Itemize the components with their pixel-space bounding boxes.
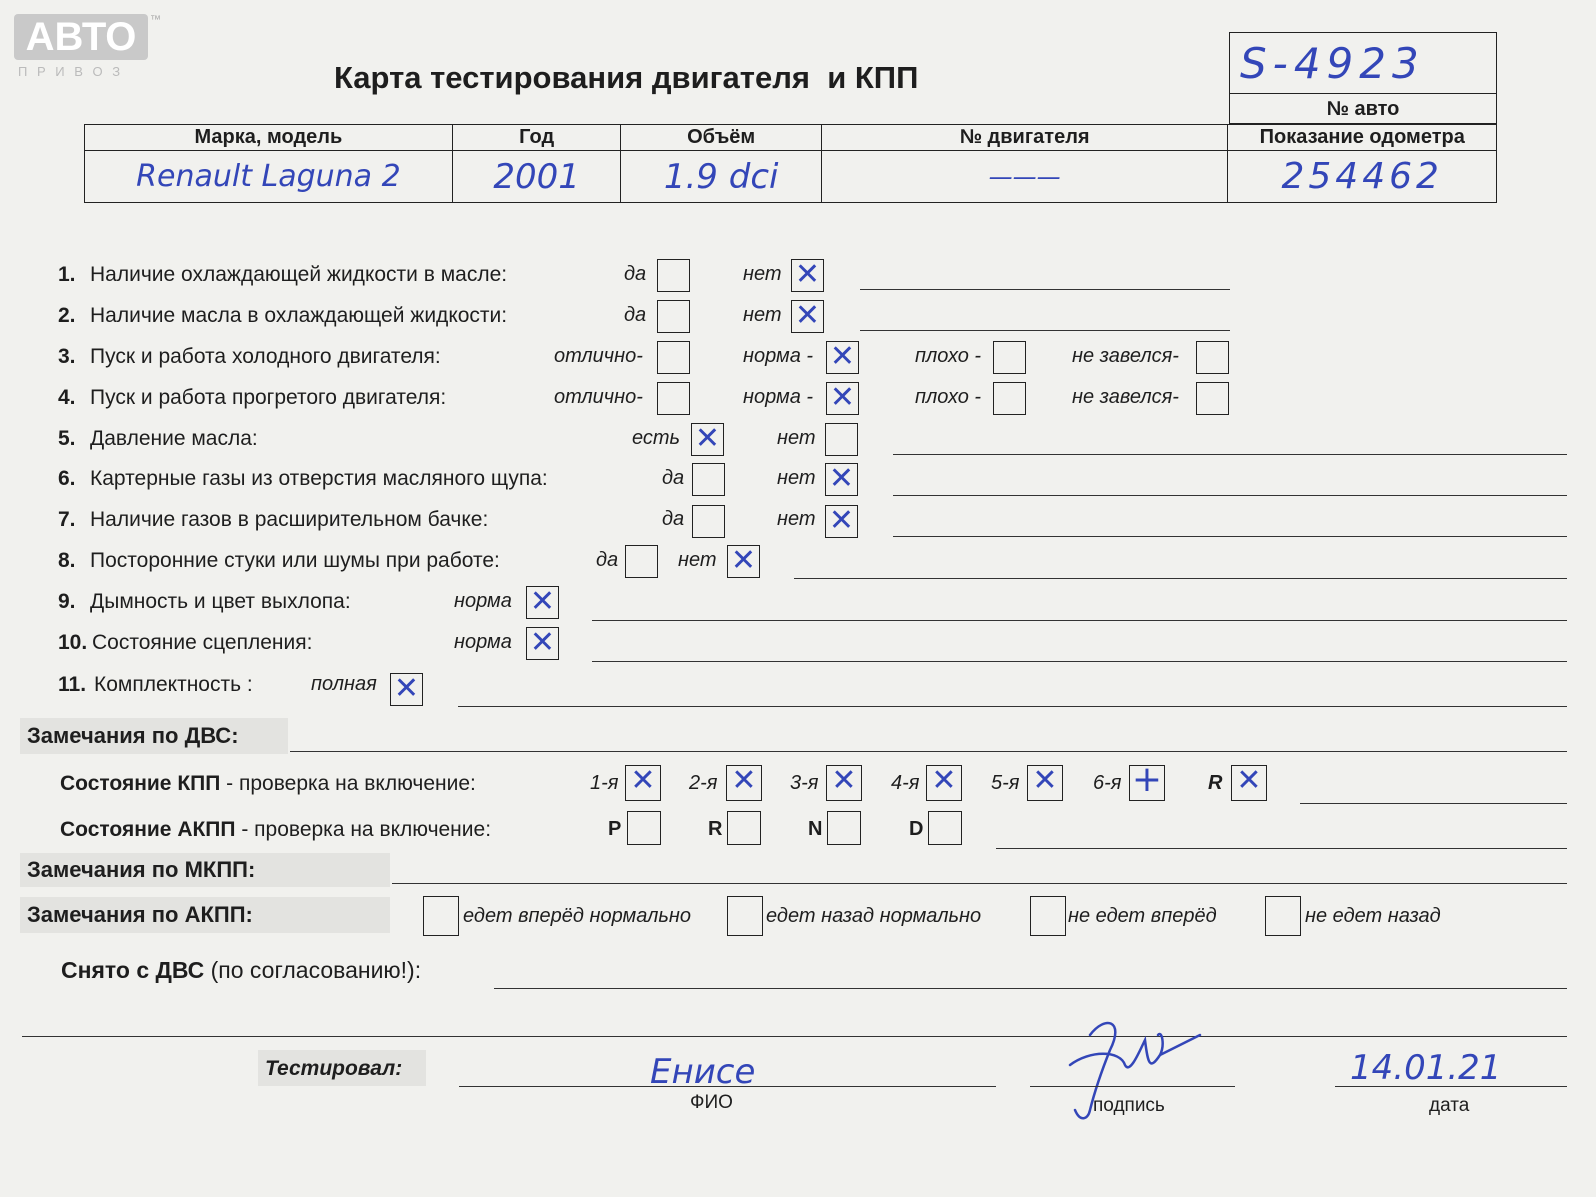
q11-checkbox-polnaya[interactable] — [390, 673, 423, 706]
akpp-mode-r-checkbox[interactable] — [727, 811, 761, 845]
akpp-mode-p-label: P — [608, 818, 622, 840]
akpp-label: Состояние АКПП - проверка на включение: — [60, 818, 492, 841]
question-3-text: Пуск и работа холодного двигателя: — [90, 345, 441, 368]
question-6-number: 6. — [58, 467, 76, 490]
car-number-label: № авто — [1326, 98, 1400, 120]
question-9-text: Дымность и цвет выхлопа: — [90, 590, 351, 613]
q8-option-net: нет — [678, 549, 717, 571]
page-title: Карта тестирования двигателя и КПП — [334, 60, 919, 95]
kpp-gear-5-label: 5-я — [991, 772, 1020, 794]
q5-comment-line[interactable] — [893, 454, 1567, 455]
car-number-value: S-4923 — [1240, 39, 1425, 88]
question-3-number: 3. — [58, 345, 76, 368]
removed-from-dvs-line[interactable] — [494, 988, 1567, 989]
fio-label: ФИО — [690, 1092, 733, 1113]
q3-checkbox-otlichno[interactable] — [657, 341, 690, 374]
q8-comment-line[interactable] — [794, 578, 1567, 579]
q7-option-net: нет — [777, 508, 816, 530]
vehicle-info-table — [84, 124, 1497, 203]
q10-option-norma: норма — [454, 631, 512, 653]
q6-checkbox-da[interactable] — [692, 463, 725, 496]
q6-comment-line[interactable] — [893, 495, 1567, 496]
question-9-number: 9. — [58, 590, 76, 613]
akpp-remark-no-backward-label: не едет назад — [1305, 905, 1441, 927]
kpp-gear-3-label: 3-я — [790, 772, 819, 794]
akpp-comment-line[interactable] — [996, 848, 1567, 849]
kpp-gear-5-checkbox[interactable] — [1027, 765, 1063, 801]
question-7-text: Наличие газов в расширительном бачке: — [90, 508, 489, 531]
q7-checkbox-da[interactable] — [692, 505, 725, 538]
date-value: 14.01.21 — [1350, 1048, 1502, 1088]
q1-option-da: да — [624, 263, 647, 285]
q2-comment-line[interactable] — [860, 330, 1230, 331]
kpp-comment-line[interactable] — [1300, 803, 1567, 804]
kpp-gear-6-checkbox[interactable] — [1129, 765, 1165, 801]
q9-checkbox-norma[interactable] — [526, 586, 559, 619]
fio-line[interactable] — [459, 1086, 996, 1087]
logo-tm: ™ — [150, 14, 161, 26]
kpp-gear-r-label: R — [1208, 772, 1223, 794]
q2-option-da: да — [624, 304, 647, 326]
q7-comment-line[interactable] — [893, 536, 1567, 537]
q4-checkbox-norma[interactable] — [826, 382, 859, 415]
header-engine-no: № двигателя — [821, 125, 1228, 151]
remarks-mkpp-line[interactable] — [392, 883, 1567, 884]
akpp-remark-no-forward-checkbox[interactable] — [1030, 896, 1066, 936]
value-engine-no: ——— — [821, 151, 1228, 203]
kpp-gear-1-checkbox[interactable] — [625, 765, 661, 801]
header-volume: Объём — [621, 125, 821, 151]
kpp-gear-1-label: 1-я — [590, 772, 619, 794]
akpp-mode-r-label: R — [708, 818, 723, 840]
question-7-number: 7. — [58, 508, 76, 531]
question-8-text: Посторонние стуки или шумы при работе: — [90, 549, 500, 572]
q10-checkbox-norma[interactable] — [526, 627, 559, 660]
q3-option-ne-zavelsya: не завелся- — [1072, 345, 1179, 367]
q3-option-ploho: плохо - — [915, 345, 982, 367]
q8-checkbox-da[interactable] — [625, 545, 658, 578]
q2-checkbox-da[interactable] — [657, 300, 690, 333]
q3-option-otlichno: отлично- — [554, 345, 643, 367]
akpp-remark-no-backward-checkbox[interactable] — [1265, 896, 1301, 936]
q8-checkbox-net[interactable] — [727, 545, 760, 578]
question-1-text: Наличие охлаждающей жидкости в масле: — [90, 263, 508, 286]
q4-checkbox-ploho[interactable] — [993, 382, 1026, 415]
removed-from-dvs-line-2[interactable] — [22, 1036, 1567, 1037]
question-8-number: 8. — [58, 549, 76, 572]
header-make-model: Марка, модель — [85, 125, 453, 151]
q10-comment-line[interactable] — [592, 661, 1567, 662]
q7-checkbox-net[interactable] — [825, 505, 858, 538]
kpp-label: Состояние КПП - проверка на включение: — [60, 772, 476, 795]
akpp-remark-no-forward-label: не едет вперёд — [1068, 905, 1217, 927]
q3-checkbox-norma[interactable] — [826, 341, 859, 374]
question-4-text: Пуск и работа прогретого двигателя: — [90, 386, 447, 409]
akpp-remark-forward-ok-checkbox[interactable] — [423, 896, 459, 936]
akpp-mode-d-label: D — [909, 818, 924, 840]
logo-subtitle: П Р И В О З — [18, 64, 124, 79]
q4-option-otlichno: отлично- — [554, 386, 643, 408]
removed-from-dvs-label: Снято с ДВС (по согласованию!): — [61, 957, 422, 983]
q4-option-ne-zavelsya: не завелся- — [1072, 386, 1179, 408]
q6-checkbox-net[interactable] — [825, 463, 858, 496]
remarks-mkpp-label: Замечания по МКПП: — [27, 857, 256, 882]
question-6-text: Картерные газы из отверстия масляного щупа: — [90, 467, 548, 490]
q4-option-ploho: плохо - — [915, 386, 982, 408]
question-10-text: Состояние сцепления: — [92, 631, 313, 654]
kpp-gear-4-label: 4-я — [891, 772, 920, 794]
q5-option-net: нет — [777, 427, 816, 449]
q1-checkbox-net[interactable] — [791, 259, 824, 292]
date-label: дата — [1429, 1095, 1470, 1116]
question-2-text: Наличие масла в охлаждающей жидкости: — [90, 304, 508, 327]
value-make-model: Renault Laguna 2 — [85, 151, 453, 203]
question-5-number: 5. — [58, 427, 76, 450]
question-2-number: 2. — [58, 304, 76, 327]
q1-comment-line[interactable] — [860, 289, 1230, 290]
remarks-akpp-label: Замечания по АКПП: — [27, 902, 253, 927]
kpp-gear-2-checkbox[interactable] — [726, 765, 762, 801]
akpp-mode-n-checkbox[interactable] — [827, 811, 861, 845]
akpp-remark-backward-ok-checkbox[interactable] — [727, 896, 763, 936]
kpp-gear-r-checkbox[interactable] — [1231, 765, 1267, 801]
akpp-remark-backward-ok-label: едет назад нормально — [766, 905, 982, 927]
q3-option-norma: норма - — [743, 345, 814, 367]
q4-checkbox-ne-zavelsya[interactable] — [1196, 382, 1229, 415]
question-11-text: Комплектность : — [94, 673, 253, 696]
q3-checkbox-ne-zavelsya[interactable] — [1196, 341, 1229, 374]
value-odometer: 254462 — [1228, 151, 1497, 203]
car-number-box — [1229, 32, 1497, 124]
q4-option-norma: норма - — [743, 386, 814, 408]
signature-line[interactable] — [1030, 1086, 1235, 1087]
q6-option-net: нет — [777, 467, 816, 489]
signature-label: подпись — [1093, 1095, 1165, 1116]
date-line[interactable] — [1335, 1086, 1567, 1087]
kpp-gear-3-checkbox[interactable] — [826, 765, 862, 801]
value-year: 2001 — [452, 151, 621, 203]
question-1-number: 1. — [58, 263, 76, 286]
q8-option-da: да — [596, 549, 619, 571]
q1-option-net: нет — [743, 263, 782, 285]
akpp-remark-forward-ok-label: едет вперёд нормально — [463, 905, 692, 927]
q5-option-est: есть — [632, 427, 681, 449]
remarks-dvs-line[interactable] — [290, 751, 1567, 752]
question-5-text: Давление масла: — [90, 427, 258, 450]
q3-checkbox-ploho[interactable] — [993, 341, 1026, 374]
akpp-mode-d-checkbox[interactable] — [928, 811, 962, 845]
header-odometer: Показание одометра — [1228, 125, 1497, 151]
value-volume: 1.9 dci — [621, 151, 821, 203]
q1-checkbox-da[interactable] — [657, 259, 690, 292]
q4-checkbox-otlichno[interactable] — [657, 382, 690, 415]
remarks-dvs-label: Замечания по ДВС: — [27, 723, 239, 748]
q11-comment-line[interactable] — [458, 706, 1567, 707]
q6-option-da: да — [662, 467, 685, 489]
q2-checkbox-net[interactable] — [791, 300, 824, 333]
akpp-mode-p-checkbox[interactable] — [627, 811, 661, 845]
header-year: Год — [452, 125, 621, 151]
kpp-gear-2-label: 2-я — [689, 772, 718, 794]
tested-by-label: Тестировал: — [265, 1057, 403, 1080]
q11-option-polnaya: полная — [311, 673, 377, 695]
kpp-gear-6-label: 6-я — [1093, 772, 1122, 794]
q9-comment-line[interactable] — [592, 620, 1567, 621]
q7-option-da: да — [662, 508, 685, 530]
question-11-number: 11. — [58, 673, 87, 696]
fio-value: Енисе — [650, 1052, 756, 1092]
kpp-gear-4-checkbox[interactable] — [926, 765, 962, 801]
logo — [14, 14, 161, 84]
logo-brand: АВТО — [14, 14, 148, 60]
q9-option-norma: норма — [454, 590, 512, 612]
q2-option-net: нет — [743, 304, 782, 326]
akpp-mode-n-label: N — [808, 818, 823, 840]
question-10-number: 10. — [58, 631, 88, 654]
question-4-number: 4. — [58, 386, 76, 409]
q5-checkbox-est[interactable] — [691, 423, 724, 456]
q5-checkbox-net[interactable] — [825, 423, 858, 456]
